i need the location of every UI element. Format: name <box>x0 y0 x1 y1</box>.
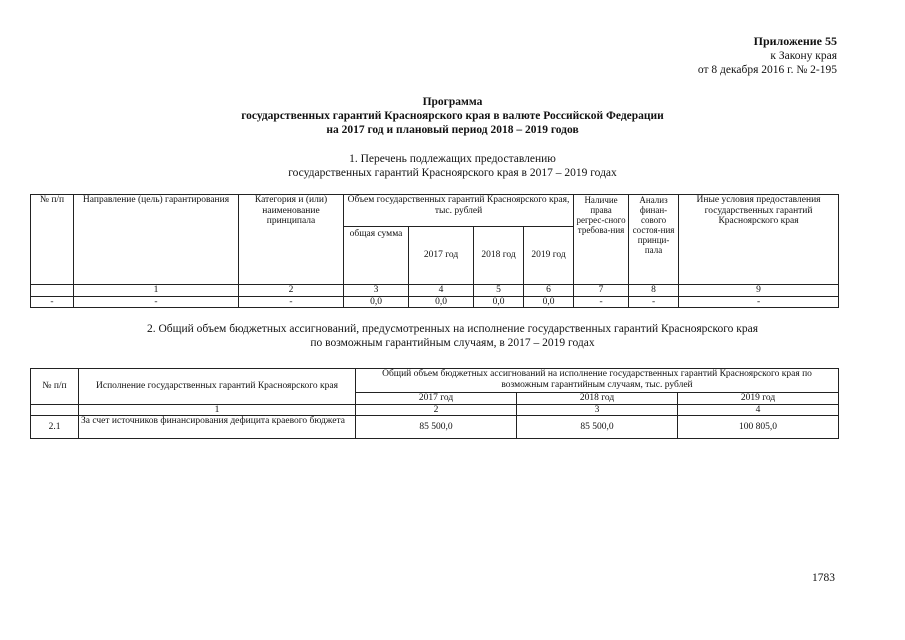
col-regress-header: Наличие права регрес-сного требова-ния <box>574 195 629 285</box>
table-cell <box>31 404 79 416</box>
col-analysis-header: Анализ финан-сового состоя-ния принци-пала <box>629 195 679 285</box>
table-cell: - <box>74 296 239 308</box>
col-number-header: № п/п <box>31 195 74 285</box>
col-2019-header: 2019 год <box>524 227 574 285</box>
col-number-header: № п/п <box>31 369 79 405</box>
table-cell: За счет источников финансирования дефицита краевого бюджета <box>79 416 356 439</box>
col-2019-header: 2019 год <box>678 393 839 405</box>
col-execution-header: Исполнение государственных гарантий Красноярского края <box>79 369 356 405</box>
budget-allocations-table <box>30 368 839 439</box>
table-cell: 85 500,0 <box>356 416 517 439</box>
table-cell <box>31 285 74 297</box>
program-period: на 2017 год и плановый период 2018 – 2019 годов <box>326 124 579 136</box>
table-cell: 2 <box>239 285 344 297</box>
table-cell: 0,0 <box>474 296 524 308</box>
table-cell: 9 <box>679 285 839 297</box>
table-cell: - <box>239 296 344 308</box>
col-direction-header: Направление (цель) гарантирования <box>74 195 239 285</box>
table-cell: - <box>629 296 679 308</box>
annex-date: от 8 декабря 2016 г. № 2-195 <box>697 64 837 76</box>
table-cell: 7 <box>574 285 629 297</box>
table-cell: 100 805,0 <box>678 416 839 439</box>
col-volume-header: Объем государственных гарантий Красноярского края, тыс. рублей <box>344 195 574 227</box>
table-cell: 4 <box>409 285 474 297</box>
table-cell: 2.1 <box>31 416 79 439</box>
table-cell: 1 <box>74 285 239 297</box>
page-number: 1783 <box>812 572 835 584</box>
table-cell: 1 <box>79 404 356 416</box>
table-cell: 3 <box>517 404 678 416</box>
section1-heading: 1. Перечень подлежащих предоставлению <box>349 153 556 165</box>
col-total-allocations-header: Общий объем бюджетных ассигнований на исполнение государственных гарантий Красноярского края по возможным гарантийным случаям, тыс. рублей <box>356 369 839 393</box>
annex-title: Приложение 55 <box>753 34 837 48</box>
col-total-header: общая сумма <box>344 227 409 285</box>
table-row <box>31 296 839 308</box>
program-title: Программа <box>422 96 483 108</box>
table-cell: - <box>574 296 629 308</box>
col-2018-header: 2018 год <box>517 393 678 405</box>
annex-law: к Закону края <box>770 50 837 62</box>
table-cell: 0,0 <box>524 296 574 308</box>
table-cell: 0,0 <box>344 296 409 308</box>
table-cell: 6 <box>524 285 574 297</box>
col-category-header: Категория и (или) наименование принципала <box>239 195 344 285</box>
section2-heading: 2. Общий объем бюджетных ассигнований, предусмотренных на исполнение государственных гарантий Красноярского края <box>146 323 759 335</box>
col-other-conditions-header: Иные условия предоставления государственных гарантий Красноярского края <box>679 195 839 285</box>
col-2017-header: 2017 год <box>356 393 517 405</box>
col-2018-header: 2018 год <box>474 227 524 285</box>
guarantees-table <box>30 194 839 308</box>
table-row <box>31 416 839 439</box>
table-cell: 8 <box>629 285 679 297</box>
table-cell: - <box>31 296 74 308</box>
table-cell: - <box>679 296 839 308</box>
table-cell: 85 500,0 <box>517 416 678 439</box>
section1-subheading: государственных гарантий Красноярского края в 2017 – 2019 годах <box>288 167 617 179</box>
section2-subheading: по возможным гарантийным случаям, в 2017 – 2019 годах <box>310 337 595 349</box>
table-cell: 0,0 <box>409 296 474 308</box>
table-cell: 3 <box>344 285 409 297</box>
col-2017-header: 2017 год <box>409 227 474 285</box>
table-cell: 5 <box>474 285 524 297</box>
table-cell: 4 <box>678 404 839 416</box>
program-subtitle: государственных гарантий Красноярского края в валюте Российской Федерации <box>241 110 664 122</box>
table-cell: 2 <box>356 404 517 416</box>
